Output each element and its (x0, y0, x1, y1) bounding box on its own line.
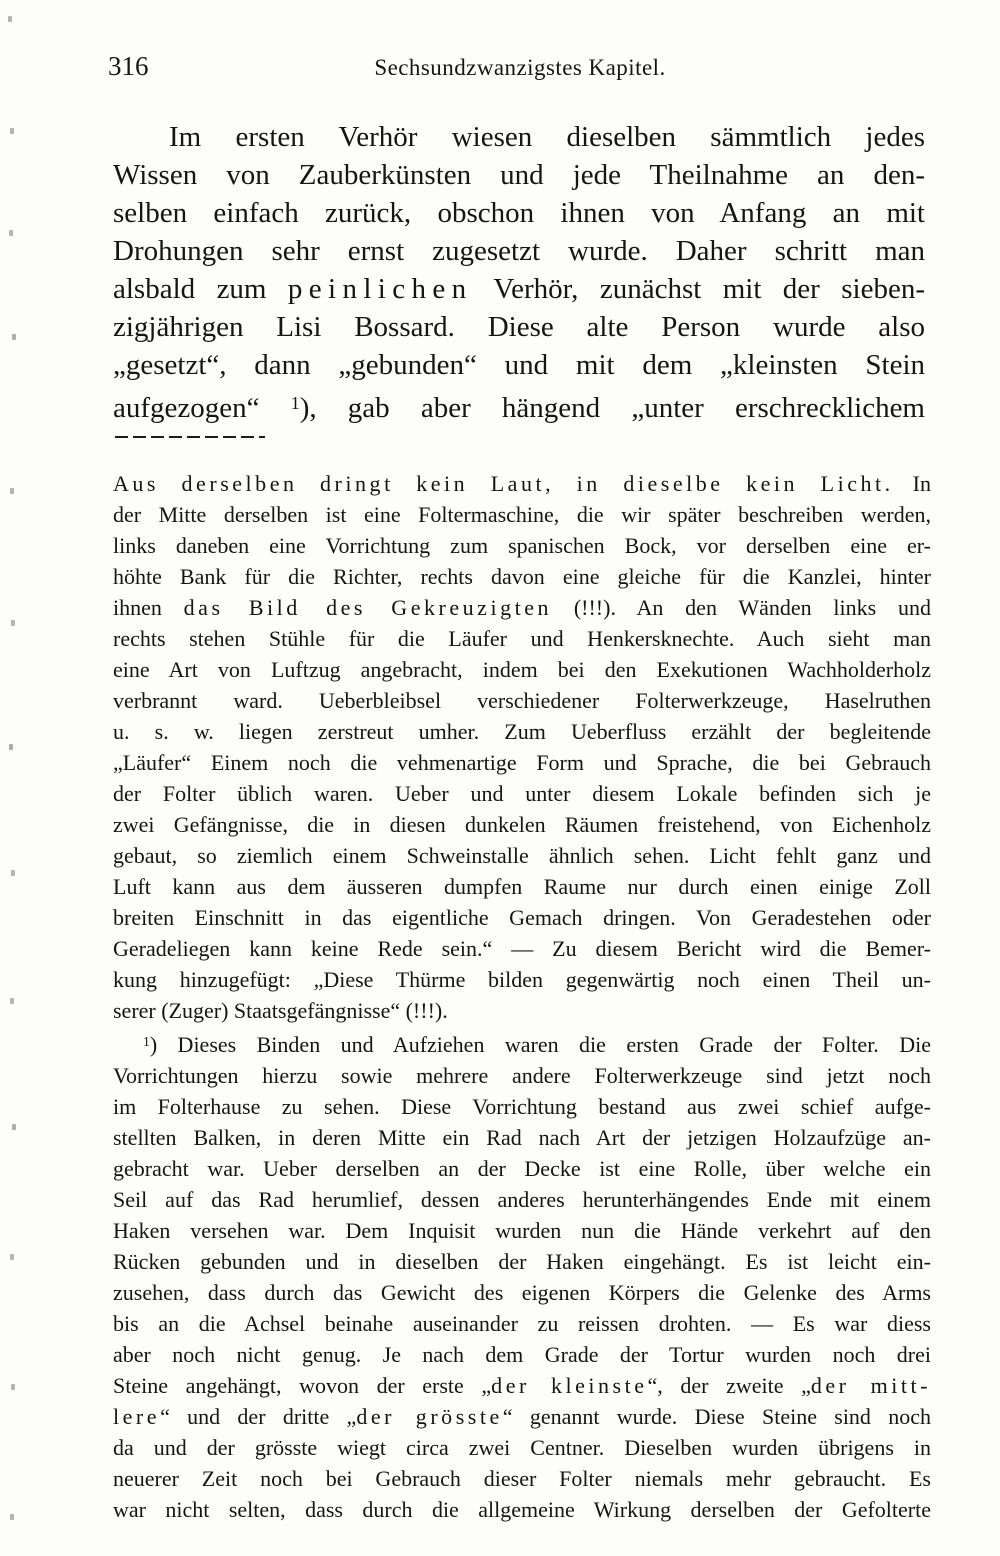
text-line (113, 118, 925, 156)
text-segment: da und der grösste wiegt circa zwei Centner. Dieselben wurden übrigens in (113, 1435, 931, 1461)
text-segment: stellten Balken, in deren Mitte ein Rad nach Art der jetzigen Holzaufzüge an- (113, 1125, 931, 1151)
text-line (113, 902, 931, 933)
footnote-separator-rule (115, 436, 265, 438)
footnote-reference: 1 (143, 1034, 150, 1049)
text-line (113, 1432, 931, 1463)
text-segment: Haken versehen war. Dem Inquisit wurden nun die Hände verkehrt auf den (113, 1218, 931, 1244)
text-segment: zwei Gefängnisse, die in diesen dunkelen Räumen freistehend, von Eichenholz (113, 812, 931, 837)
text-line (113, 1122, 931, 1153)
text-segment: Seil auf das Rad herumlief, dessen anderes herunterhängendes Ende mit einem (113, 1187, 931, 1213)
text-line (113, 1091, 931, 1122)
text-line (113, 1339, 931, 1370)
text-segment: „Läufer“ Einem noch die vehmenartige Form und Sprache, die bei Gebrauch (113, 750, 931, 775)
text-line (113, 1494, 931, 1525)
text-segment: links daneben eine Vorrichtung zum spanischen Bock, vor derselben eine er- (113, 533, 931, 558)
text-line (113, 1026, 931, 1060)
text-line (113, 809, 931, 840)
text-line (113, 778, 931, 809)
text-segment: (!!!). An den Wänden links und (552, 595, 931, 620)
emphasized-spaced-text: lere (113, 1404, 161, 1430)
text-segment: Verhör, zunächst mit der sieben- (472, 273, 925, 305)
text-line (113, 1370, 931, 1401)
text-segment: verbrannt ward. Ueberbleibsel verschiedener Folterwerkzeuge, Haselruthen (113, 688, 931, 713)
text-segment: aufgezogen“ (113, 392, 291, 425)
main-text-block (113, 118, 925, 427)
text-line (113, 468, 931, 499)
text-line (113, 232, 925, 270)
text-segment: selben einfach zurück, obschon ihnen von Anfang an mit (113, 197, 925, 229)
text-line (113, 1401, 931, 1432)
text-line (113, 1463, 931, 1494)
text-line (113, 346, 925, 384)
text-segment: neuerer Zeit noch bei Gebrauch dieser Folter niemals mehr gebraucht. Es (113, 1466, 931, 1492)
emphasized-spaced-text: peinlichen (287, 273, 473, 305)
text-segment: Wissen von Zauberkünsten und jede Theilnahme an den- (113, 159, 925, 191)
text-segment: ) Dieses Binden und Aufziehen waren die ersten Grade der Folter. Die (149, 1032, 931, 1058)
text-segment: Steine angehängt, wovon der erste „ (113, 1373, 492, 1399)
text-segment: Rücken gebunden und in dieselben der Haken eingehängt. Es ist leicht ein- (113, 1249, 931, 1275)
text-line (113, 747, 931, 778)
text-segment: In (893, 471, 931, 496)
text-line (113, 194, 925, 232)
text-line (113, 384, 925, 427)
text-segment: “, der zweite „ (647, 1373, 811, 1399)
text-segment: im Folterhause zu sehen. Diese Vorrichtung bestand aus zwei schief aufge- (113, 1094, 931, 1120)
text-line (113, 840, 931, 871)
text-segment: war nicht selten, dass durch die allgemeine Wirkung derselben der Gefolterte (113, 1497, 931, 1523)
text-line (113, 592, 931, 623)
text-line (113, 685, 931, 716)
text-segment: kung hinzugefügt: „Diese Thürme bilden gegenwärtig noch einen Theil un- (113, 967, 931, 992)
emphasized-spaced-text: der kleinste (491, 1373, 648, 1399)
text-line (113, 1308, 931, 1339)
text-line (113, 654, 931, 685)
footnote-block (113, 468, 931, 1525)
text-line (113, 1153, 931, 1184)
text-line (113, 530, 931, 561)
text-line (113, 1184, 931, 1215)
text-segment: bis an die Achsel beinahe auseinander zu reissen drohten. — Es war diess (113, 1311, 931, 1337)
text-line (113, 308, 925, 346)
text-line (113, 1060, 931, 1091)
text-segment: serer (Zuger) Staatsgefängnisse“ (!!!). (113, 998, 448, 1023)
text-line (113, 716, 931, 747)
text-segment: ), gab aber hängend „unter erschrecklichem (299, 392, 925, 425)
text-segment: gebracht war. Ueber derselben an der Decke ist eine Rolle, über welche ein (113, 1156, 931, 1182)
text-segment: zigjährigen Lisi Bossard. Diese alte Person wurde also (113, 311, 925, 343)
text-segment: Vorrichtungen hierzu sowie mehrere andere Folterwerkzeuge sind jetzt noch (113, 1063, 931, 1089)
text-line (113, 871, 931, 902)
text-line (113, 964, 931, 995)
text-segment: Luft kann aus dem äusseren dumpfen Raume nur durch einen einige Zoll (113, 874, 931, 899)
text-segment: eine Art von Luftzug angebracht, indem bei den Exekutionen Wachholderholz (113, 657, 931, 682)
text-segment: „gesetzt“, dann „gebunden“ und mit dem „kleinsten Stein (113, 349, 925, 381)
text-segment: zusehen, dass durch das Gewicht des eigenen Körpers die Gelenke des Arms (113, 1280, 931, 1306)
text-line (113, 499, 931, 530)
text-line (113, 1277, 931, 1308)
text-line (113, 156, 925, 194)
text-line (113, 1215, 931, 1246)
text-segment: Drohungen sehr ernst zugesetzt wurde. Daher schritt man (113, 235, 925, 267)
text-segment: ihnen (113, 595, 184, 620)
text-segment: alsbald zum (113, 273, 288, 305)
text-segment: rechts stehen Stühle für die Läufer und Henkersknechte. Auch sieht man (113, 626, 931, 651)
text-segment: Im ersten Verhör wiesen dieselben sämmtlich jedes (169, 121, 925, 153)
text-segment: breiten Einschnitt in das eigentliche Gemach dringen. Von Geradestehen oder (113, 905, 931, 930)
emphasized-spaced-text: der grösste (356, 1404, 503, 1430)
text-line (113, 623, 931, 654)
chapter-heading: Sechsundzwanzigstes Kapitel. (374, 55, 666, 80)
text-segment: “ genannt wurde. Diese Steine sind noch (502, 1404, 931, 1430)
text-segment: aber noch nicht genug. Je nach dem Grade der Tortur wurden noch drei (113, 1342, 931, 1368)
text-line (113, 561, 931, 592)
text-segment: der Mitte derselben ist eine Foltermaschine, die wir später beschreiben werden, (113, 502, 931, 527)
text-segment: Geradeliegen kann keine Rede sein.“ — Zu diesem Bericht wird die Bemer- (113, 936, 931, 961)
text-segment: der Folter üblich waren. Ueber und unter diesem Lokale befinden sich je (113, 781, 931, 806)
scan-artifacts (8, 16, 12, 22)
text-segment: “ und der dritte „ (160, 1404, 357, 1430)
emphasized-spaced-text: der mitt- (810, 1373, 932, 1399)
text-segment: gebaut, so ziemlich einem Schweinstalle ähnlich sehen. Licht fehlt ganz und (113, 843, 931, 868)
text-line (113, 995, 931, 1026)
text-line (113, 270, 925, 308)
page-number: 316 (108, 51, 149, 81)
text-segment: höhte Bank für die Richter, rechts davon eine gleiche für die Kanzlei, hinter (113, 564, 931, 589)
text-segment: u. s. w. liegen zerstreut umher. Zum Ueberfluss erzählt der begleitende (113, 719, 931, 744)
emphasized-spaced-text: Aus derselben dringt kein Laut, in dieselbe kein Licht. (113, 471, 894, 496)
text-line (113, 933, 931, 964)
emphasized-spaced-text: das Bild des Gekreuzigten (183, 595, 553, 620)
text-line (113, 1246, 931, 1277)
footnote-reference: 1 (290, 393, 300, 413)
